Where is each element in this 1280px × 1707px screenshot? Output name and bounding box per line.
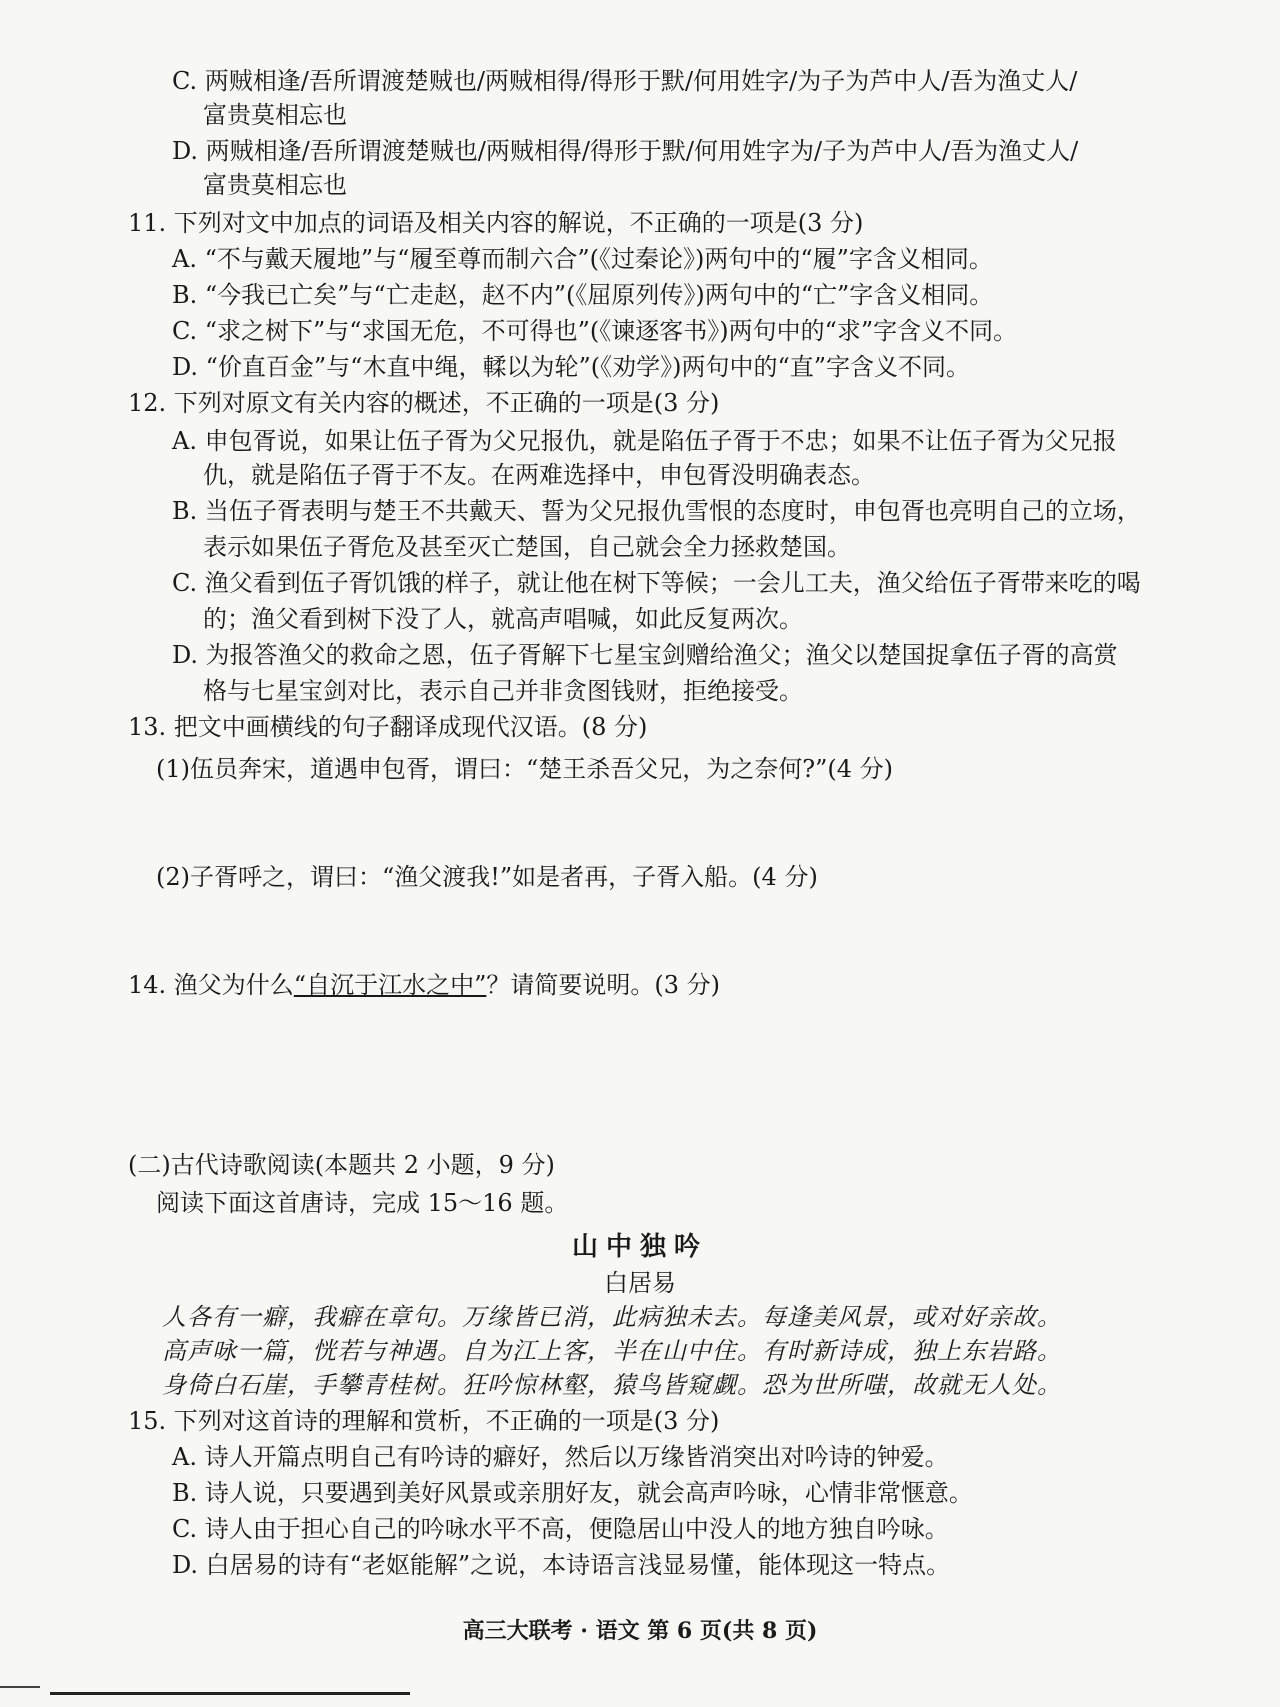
poem-line-3: 身倚白石崖，手攀青桂树。狂吟惊林壑，猿鸟皆窥觑。恐为世所嗤，故就无人处。 [162, 1371, 1062, 1399]
q11-stem: 11. 下列对文中加点的词语及相关内容的解说，不正确的一项是(3 分) [128, 209, 864, 237]
bottom-rule [50, 1692, 410, 1695]
poem-title: 山中独吟 [571, 1232, 708, 1262]
q12-stem: 12. 下列对原文有关内容的概述，不正确的一项是(3 分) [128, 389, 720, 417]
q10-option-d-line1: D. 两贼相逢/吾所谓渡楚贼也/两贼相得/得形于默/何用姓字为/子为芦中人/吾为渔丈人/ [172, 137, 1079, 165]
q11-option-b: B. “今我已亡矣”与“亡走赵，赵不内”(《屈原列传》)两句中的“亡”字含义相同。 [172, 281, 994, 309]
q12-option-d-line1: D. 为报答渔父的救命之恩，伍子胥解下七星宝剑赠给渔父；渔父以楚国捉拿伍子胥的高赏 [172, 641, 1118, 669]
q13-sentence-2: (2)子胥呼之，谓曰：“渔父渡我!”如是者再，子胥入船。(4 分) [156, 863, 818, 891]
q15-option-d: D. 白居易的诗有“老妪能解”之说，本诗语言浅显易懂，能体现这一特点。 [172, 1551, 951, 1579]
q13-stem: 13. 把文中画横线的句子翻译成现代汉语。(8 分) [128, 713, 648, 741]
section2-heading: (二)古代诗歌阅读(本题共 2 小题，9 分) [128, 1151, 555, 1179]
q11-option-c: C. “求之树下”与“求国无危，不可得也”(《谏逐客书》)两句中的“求”字含义不同。 [172, 317, 1018, 345]
q12-option-b-line1: B. 当伍子胥表明与楚王不共戴天、誓为父兄报仇雪恨的态度时，申包胥也亮明自己的立场， [172, 497, 1141, 525]
q12-option-d-line2: 格与七星宝剑对比，表示自己并非贪图钱财，拒绝接受。 [203, 677, 803, 705]
q10-option-c-line2: 富贵莫相忘也 [203, 101, 347, 129]
q12-option-c-line1: C. 渔父看到伍子胥饥饿的样子，就让他在树下等候；一会儿工夫，渔父给伍子胥带来吃的喝 [172, 569, 1141, 597]
q15-option-a: A. 诗人开篇点明自己有吟诗的癖好，然后以万缘皆消突出对吟诗的钟爱。 [172, 1443, 949, 1471]
q12-option-a-line2: 仇，就是陷伍子胥于不友。在两难选择中，申包胥没明确表态。 [203, 461, 875, 489]
q10-option-d-line2: 富贵莫相忘也 [203, 171, 347, 199]
q15-option-c: C. 诗人由于担心自己的吟咏水平不高，便隐居山中没人的地方独自吟咏。 [172, 1515, 949, 1543]
q12-option-c-line2: 的；渔父看到树下没了人，就高声唱喊，如此反复两次。 [203, 605, 803, 633]
q15-stem: 15. 下列对这首诗的理解和赏析，不正确的一项是(3 分) [128, 1407, 720, 1435]
q12-option-b-line2: 表示如果伍子胥危及甚至灭亡楚国，自己就会全力拯救楚国。 [203, 533, 851, 561]
section2-instruction: 阅读下面这首唐诗，完成 15～16 题。 [156, 1189, 569, 1217]
q13-sentence-1: (1)伍员奔宋，道遇申包胥，谓曰：“楚王杀吾父兄，为之奈何?”(4 分) [156, 755, 894, 783]
poem-line-2: 高声咏一篇，恍若与神遇。自为江上客，半在山中住。有时新诗成，独上东岩路。 [162, 1337, 1062, 1365]
q14-stem [128, 968, 720, 1002]
poem-line-1: 人各有一癖，我癖在章句。万缘皆已消，此病独未去。每逢美风景，或对好亲故。 [162, 1303, 1062, 1331]
q12-option-a-line1: A. 申包胥说，如果让伍子胥为父兄报仇，就是陷伍子胥于不忠；如果不让伍子胥为父兄报 [172, 427, 1117, 455]
q15-option-b: B. 诗人说，只要遇到美好风景或亲朋好友，就会高声吟咏，心情非常惬意。 [172, 1479, 973, 1507]
q14-suffix: ？请简要说明。(3 分) [486, 971, 720, 999]
q10-option-c-line1: C. 两贼相逢/吾所谓渡楚贼也/两贼相得/得形于默/何用姓字/为子为芦中人/吾为渔丈人/ [172, 67, 1078, 95]
page-footer: 高三大联考 · 语文 第 6 页(共 8 页) [462, 1618, 818, 1644]
q14-quote: “自沉于江水之中” [293, 971, 487, 999]
q11-option-a: A. “不与戴天履地”与“履至尊而制六合”(《过秦论》)两句中的“履”字含义相同。 [172, 245, 993, 273]
bottom-edge-mark [0, 1686, 40, 1688]
q14-prefix: 14. 渔父为什么 [128, 971, 294, 999]
poem-author: 白居易 [604, 1269, 676, 1297]
q11-option-d: D. “价直百金”与“木直中绳，輮以为轮”(《劝学》)两句中的“直”字含义不同。 [172, 353, 970, 381]
